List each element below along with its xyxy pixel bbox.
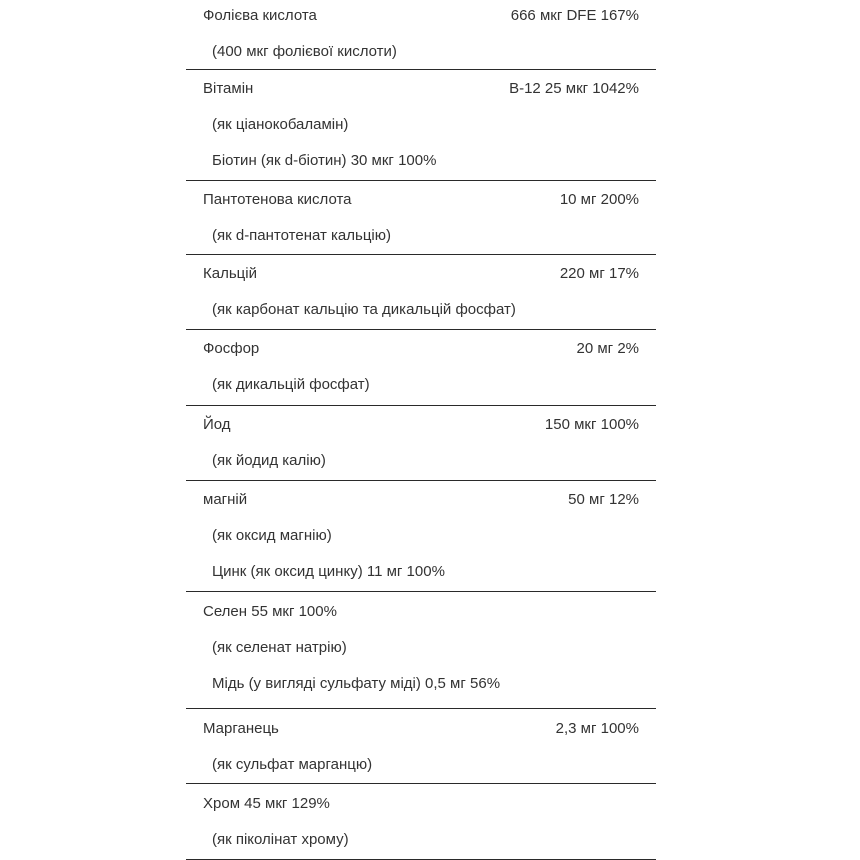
nutrient-sub-line: [186, 747, 656, 783]
nutrient-name: Вітамін: [203, 80, 254, 97]
nutrient-detail: (як йодид калію): [212, 452, 326, 469]
nutrient-sub-line: [186, 367, 656, 403]
nutrient-row-phosphorus: [186, 331, 656, 406]
nutrient-sub-line: [186, 518, 656, 554]
nutrient-main-line: [186, 0, 656, 34]
nutrient-name: магній: [203, 491, 248, 508]
nutrient-main-line: [186, 256, 656, 292]
nutrient-sub-line: [186, 107, 656, 143]
nutrient-detail: Біотин (як d-біотин) 30 мкг 100%: [212, 152, 437, 169]
nutrient-detail: (400 мкг фолієвої кислоти): [212, 43, 397, 60]
nutrient-name: Селен 55 мкг 100%: [203, 603, 337, 620]
nutrient-sub-line: [186, 822, 656, 858]
nutrient-detail: Цинк (як оксид цинку) 11 мг 100%: [212, 563, 445, 580]
nutrient-detail: (як піколінат хрому): [212, 831, 349, 848]
nutrient-amount: 220 мг 17%: [559, 265, 639, 282]
nutrient-name: Йод: [203, 416, 231, 433]
nutrient-row-manganese: [186, 711, 656, 784]
nutrient-name: Фолієва кислота: [203, 7, 317, 24]
nutrient-amount: 2,3 мг 100%: [555, 720, 639, 737]
nutrient-main-line: [186, 482, 656, 518]
nutrient-row-iodine: [186, 407, 656, 481]
nutrient-detail: (як селенат натрію): [212, 639, 347, 656]
nutrient-detail: (як сульфат марганцю): [212, 756, 373, 773]
nutrient-detail: (як ціанокобаламін): [212, 116, 349, 133]
nutrient-main-line: [186, 71, 656, 107]
nutrient-detail: (як d-пантотенат кальцію): [212, 227, 391, 244]
nutrient-main-line: [186, 407, 656, 443]
nutrient-sub-line: [186, 292, 656, 328]
nutrient-sub-line: [186, 443, 656, 479]
nutrient-name: Марганець: [203, 720, 279, 737]
nutrient-row-pantothenic-acid: [186, 182, 656, 255]
nutrient-detail: (як оксид магнію): [212, 527, 332, 544]
nutrient-sub-line: [186, 554, 656, 590]
nutrient-name: Кальцій: [203, 265, 257, 282]
nutrient-sub-line: [186, 630, 656, 666]
nutrient-name: Пантотенова кислота: [203, 191, 352, 208]
nutrient-row-selenium: [186, 594, 656, 709]
nutrient-detail: (як дикальцій фосфат): [212, 376, 370, 393]
nutrient-amount: 150 мкг 100%: [544, 416, 639, 433]
nutrient-sub-line: [186, 34, 656, 70]
nutrient-amount: B-12 25 мкг 1042%: [509, 80, 639, 97]
nutrient-main-line: [186, 182, 656, 218]
nutrient-detail: Мідь (у вигляді сульфату міді) 0,5 мг 56%: [212, 675, 501, 692]
nutrient-row-vitamin-b12: [186, 71, 656, 181]
nutrient-sub-line: [186, 666, 656, 702]
nutrient-sub-line: [186, 143, 656, 179]
nutrient-row-folic-acid: [186, 0, 656, 70]
nutrient-row-calcium: [186, 256, 656, 330]
nutrient-main-line: [186, 331, 656, 367]
nutrient-sub-line: [186, 218, 656, 254]
nutrient-row-chromium: [186, 786, 656, 860]
nutrient-table: [186, 0, 656, 860]
nutrient-name: Фосфор: [203, 340, 260, 357]
nutrient-detail: (як карбонат кальцію та дикальцій фосфат): [212, 301, 516, 318]
nutrient-main-line: [186, 711, 656, 747]
nutrient-row-magnesium: [186, 482, 656, 592]
nutrient-main-line: [186, 786, 656, 822]
nutrient-name: Хром 45 мкг 129%: [203, 795, 330, 812]
nutrient-amount: 10 мг 200%: [559, 191, 639, 208]
nutrient-amount: 666 мкг DFE 167%: [510, 7, 639, 24]
nutrient-amount: 20 мг 2%: [576, 340, 639, 357]
nutrient-amount: 50 мг 12%: [568, 491, 639, 508]
nutrient-main-line: [186, 594, 656, 630]
